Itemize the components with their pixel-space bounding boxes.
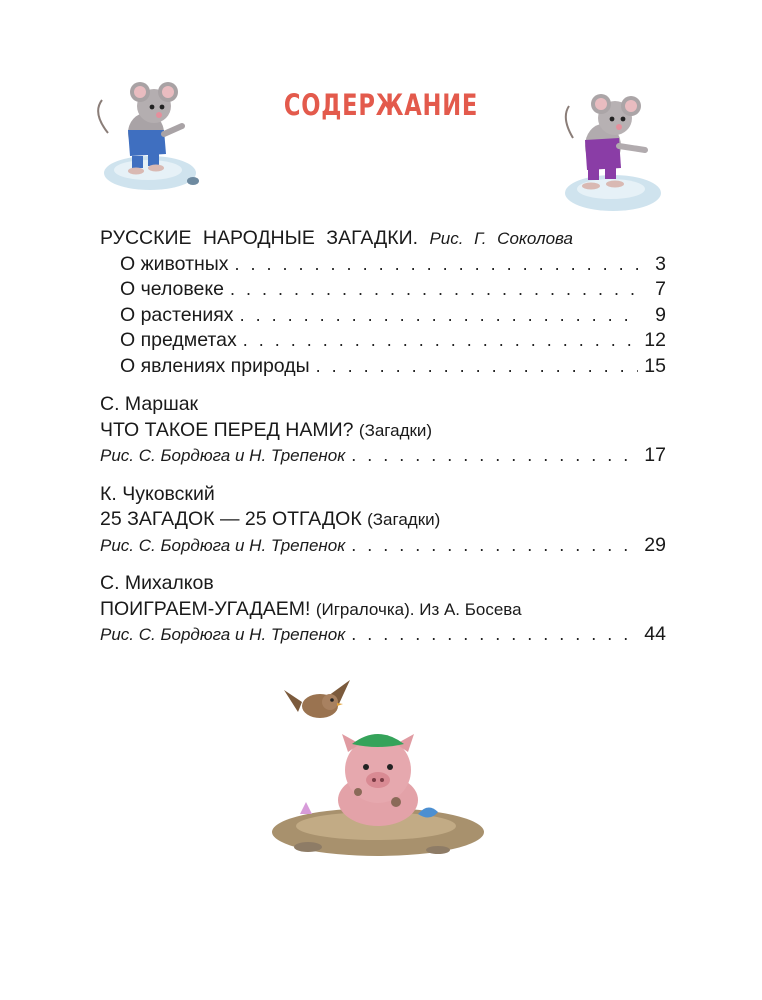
author-name: К. Чуковский xyxy=(100,482,215,505)
toc-entry-label: О человеке xyxy=(120,278,224,300)
author-name: С. Михалков xyxy=(100,572,214,594)
dot-leader xyxy=(230,277,638,303)
work-title: ПОИГРАЕМ-УГАДАЕМ! xyxy=(100,597,311,620)
toc-entry[interactable] xyxy=(100,443,666,469)
work-title-line xyxy=(100,507,666,533)
dot-leader xyxy=(235,252,638,278)
toc-entry-page: 3 xyxy=(655,252,666,275)
toc-entry-page: 7 xyxy=(655,278,666,300)
illustrator-credit: Рис. С. Бордюга и Н. Трепенок xyxy=(100,625,346,644)
toc-entry-page: 44 xyxy=(644,623,666,645)
table-of-contents xyxy=(100,226,666,648)
dot-leader xyxy=(351,622,638,648)
work-title-line xyxy=(100,597,666,623)
toc-section-russian-riddles xyxy=(100,226,666,252)
illustrator-credit: Рис. С. Бордюга и Н. Трепенок xyxy=(100,446,346,465)
toc-entry-page: 9 xyxy=(655,303,666,326)
toc-entry-label: О животных xyxy=(120,252,229,275)
toc-entry[interactable] xyxy=(100,277,666,303)
page-title: СОДЕРЖАНИЕ xyxy=(283,88,479,122)
pig-bird-illustration xyxy=(268,672,488,862)
author-name: С. Маршак xyxy=(100,393,199,415)
toc-entry[interactable] xyxy=(100,622,666,648)
toc-entry-label: О явлениях природы xyxy=(120,354,310,377)
toc-entry-label: О растениях xyxy=(120,303,234,326)
dot-leader xyxy=(243,328,638,354)
dot-leader xyxy=(240,303,638,329)
dot-leader xyxy=(351,533,638,559)
toc-entry[interactable] xyxy=(100,328,666,354)
dot-leader xyxy=(351,443,638,469)
toc-entry-label: О предметах xyxy=(120,329,237,351)
toc-entry-page: 17 xyxy=(644,444,666,466)
work-title: ЧТО ТАКОЕ ПЕРЕД НАМИ? xyxy=(100,418,354,441)
illustrator-credit: Рис. С. Бордюга и Н. Трепенок xyxy=(100,535,346,555)
illustrator-credit: Рис. Г. Соколова xyxy=(429,229,574,248)
work-title-line xyxy=(100,418,666,444)
toc-entry-page: 15 xyxy=(644,354,666,377)
dot-leader xyxy=(316,354,638,380)
toc-entry[interactable] xyxy=(100,533,666,559)
toc-entry[interactable] xyxy=(100,354,666,380)
toc-entry[interactable] xyxy=(100,303,666,329)
work-note: (Игралочка). Из А. Босева xyxy=(315,599,522,619)
work-title: 25 ЗАГАДОК — 25 ОТГАДОК xyxy=(100,508,362,530)
mouse-right-illustration xyxy=(545,88,670,218)
work-note: (Загадки) xyxy=(358,420,433,440)
toc-entry-page: 29 xyxy=(644,533,666,556)
section-heading: РУССКИЕ НАРОДНЫЕ ЗАГАДКИ. xyxy=(100,227,419,249)
toc-entry-page: 12 xyxy=(644,329,666,351)
toc-entry[interactable] xyxy=(100,252,666,278)
work-note: (Загадки) xyxy=(367,510,441,529)
